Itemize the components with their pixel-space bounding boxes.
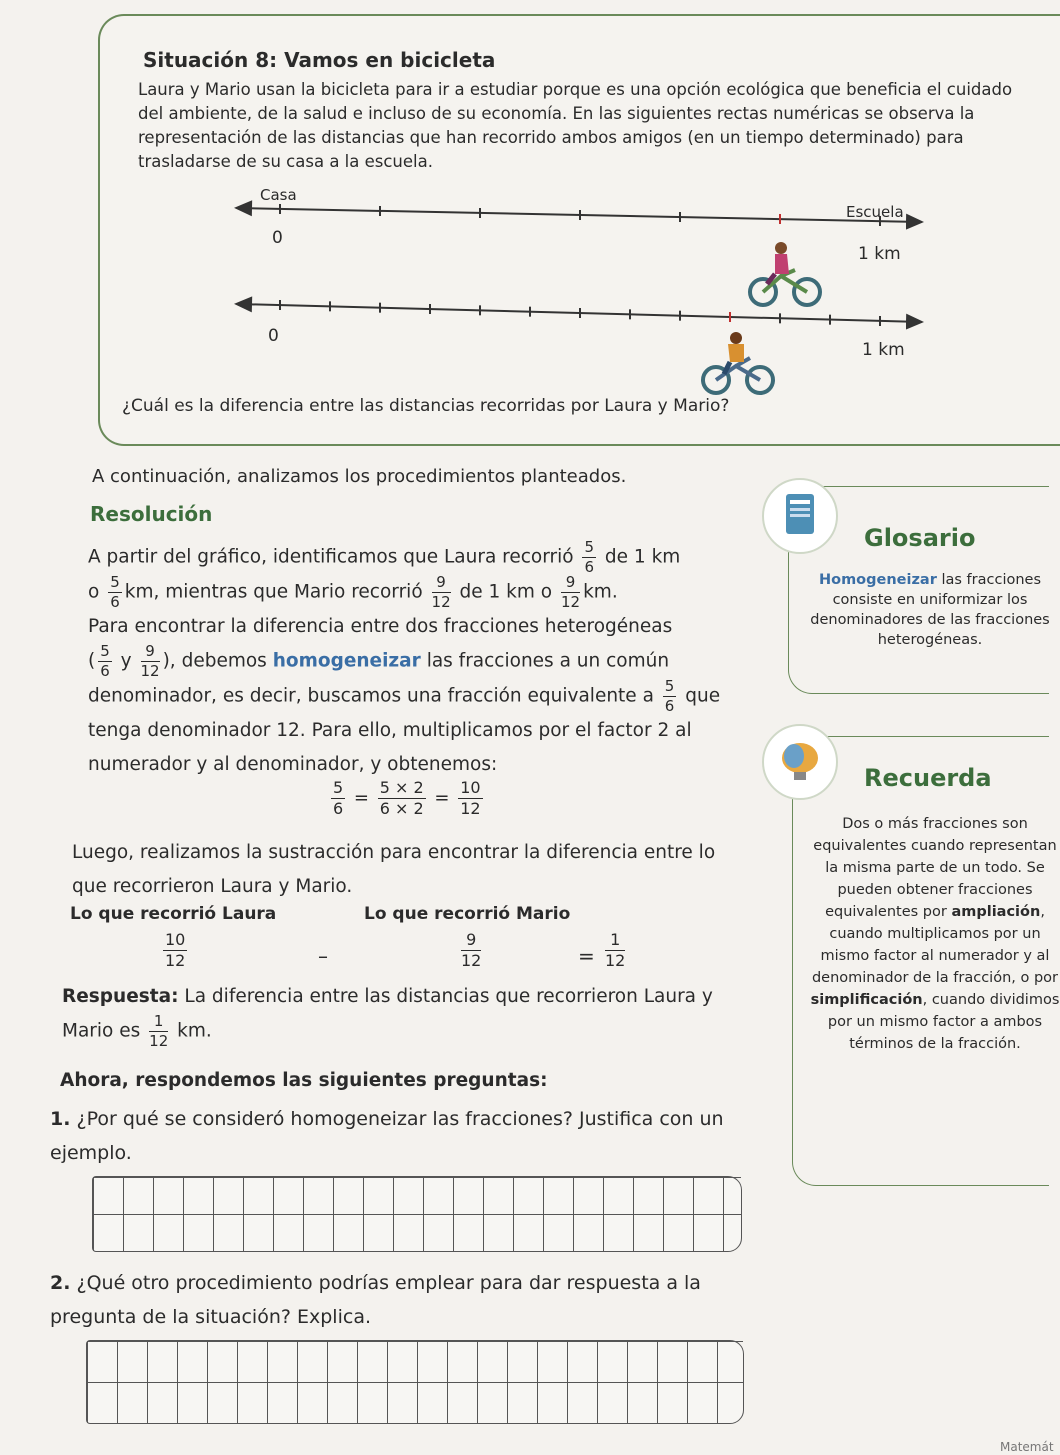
intro-text: A continuación, analizamos los procedimientos planteados. [92,466,627,487]
col-mario: Lo que recorrió Mario [364,904,571,924]
book-icon [762,478,838,554]
equals-sign: = [578,944,595,968]
answer-grid-lines [87,1341,743,1423]
homogeneizar-highlight: homogeneizar [272,650,421,672]
escuela-label: Escuela [846,203,904,221]
equivalence-equation: $\frac{5}{6}$ = $\frac{5 \times 2}{6 \times 2}$ = $\frac{10}{12}$ [333,778,481,818]
recuerda-text: Dos o más fracciones son equivalentes cuando representan la misma parte de un todo. Se pueden obtener fracciones equivalentes por ampliación, cuando multiplicamos por un mismo factor al numerador y al denominador de la fracción, o por simplificación, cuando dividimos por un mismo factor a ambos términos de la fracción. [810,816,1060,1052]
laura-fraction: $\frac{10}{12}$ [165,930,186,970]
resolucion-paragraph-2: Luego, realizamos la sustracción para encontrar la diferencia entre lo que recorrieron Laura y Mario. [72,842,716,897]
laura-ticks [280,204,880,226]
mario-ticks [280,300,880,326]
casa-label: Casa [260,186,297,204]
situation-text: Laura y Mario usan la bicicleta para ir a estudiar porque es una opción ecológica que beneficia el cuidado del ambiente, de la salud e incluso de su economía. En las siguientes rectas numéricas se observa la representación de las distancias que han recorrido ambos amigos (en un tiempo determinado) para trasladarse de su casa a la escuela. [138,80,1013,171]
result-fraction: $\frac{1}{12}$ [605,930,626,970]
one-km-label-2: 1 km [862,340,905,360]
answer-grid-2[interactable] [86,1340,744,1424]
fraction-5-6: $\frac{5}{6}$ [584,538,595,576]
mario-bike-icon [703,332,773,393]
mario-fraction: $\frac{9}{12}$ [461,930,482,970]
zero-label-1: 0 [272,228,283,248]
recuerda-title: Recuerda [864,764,992,792]
resolucion-title: Resolución [90,502,213,526]
question-2: 2. ¿Qué otro procedimiento podrías emplear para dar respuesta a la pregunta de la situación? Explica. [50,1272,701,1328]
minus-sign: – [318,944,328,968]
zero-label-2: 0 [268,326,279,346]
answer-grid-lines [93,1177,741,1251]
situation-title: Situación 8: Vamos en bicicleta [143,48,496,72]
glosario-title: Glosario [864,524,976,552]
laura-bike-icon [750,242,820,305]
resolucion-paragraph-1: A partir del gráfico, identificamos que Laura recorrió $\frac{5}{6}$ de 1 km o $\frac{5}{6}$ km, mientras que Mario recorrió $\frac{9}{12}$ de 1 km o $\frac{9}{12}$ km. Para encontrar la diferencia entre dos fracciones heterogéneas ( $\frac{5}{6}$ y $\frac{9}{12}$ ), debemos homogeneizar las fracciones a un común denominador, es decir, buscamos una fracción equivalente a $\frac{5}{6}$ que tenga denominador 12. Para ello, multiplicamos por el factor 2 al numerador y al denominador, y obtenemos: [88,538,721,775]
answer-grid-1[interactable] [92,1176,742,1252]
glosario-text: Homogeneizar las fracciones consiste en uniformizar los denominadores de las fracciones heterogéneas. [810,572,1050,648]
footer-text: Matemát [1000,1440,1054,1454]
one-km-label-1: 1 km [858,244,901,264]
questions-heading: Ahora, respondemos las siguientes preguntas: [60,1070,548,1091]
col-laura: Lo que recorrió Laura [70,904,277,924]
answer-text: Respuesta: La diferencia entre las distancias que recorrieron Laura y Mario es $\frac{1}{12}$ km. [62,986,713,1050]
question-1: 1. ¿Por qué se consideró homogeneizar las fracciones? Justifica con un ejemplo. [50,1108,724,1164]
situation-question: ¿Cuál es la diferencia entre las distancias recorridas por Laura y Mario? [122,396,730,416]
brain-icon [762,724,838,800]
